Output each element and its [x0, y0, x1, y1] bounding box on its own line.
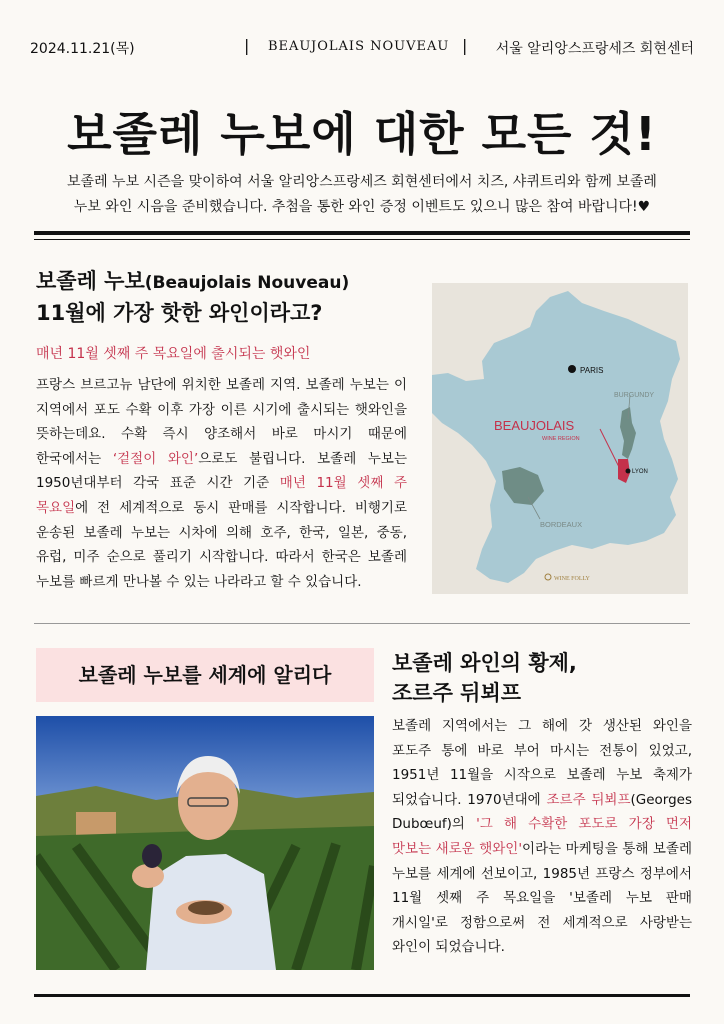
section2-banner: 보졸레 누보를 세계에 알리다 [36, 648, 374, 702]
paris-label: PARIS [580, 366, 604, 375]
map-credit: WINE FOLLY [554, 576, 590, 582]
separator: | [244, 36, 250, 55]
body-highlight: 조르주 뒤뵈프 [546, 791, 631, 808]
divider [34, 623, 690, 624]
portrait-photo [36, 716, 374, 970]
divider [34, 239, 690, 240]
intro-line: 누보 와인 시음을 준비했습니다. 추첨을 통한 와인 증정 이벤트도 있으니 많은 참여 바랍니다!♥ [73, 199, 651, 215]
map-graphic [432, 283, 688, 594]
section2-title [392, 648, 692, 708]
bordeaux-label: BORDEAUX [540, 520, 583, 529]
body-text: (Georges Dubœuf)의 [392, 791, 692, 833]
section1-body [36, 373, 407, 594]
body-text: 프랑스 브르고뉴 남단에 위치한 보졸레 지역. 보졸레 누보는 이 지역에서 포도 수확 이후 가장 이른 시기에 출시되는 햇와인을 뜻하는데요. 수확 즉시 양조해서 바로 마시기 때문에 한국에서는 [36, 377, 407, 467]
beaujolais-label: BEAUJOLAIS [494, 418, 575, 433]
divider [34, 231, 690, 235]
grapes [142, 844, 162, 868]
issue-date: 2024.11.21(목) [30, 41, 135, 57]
top-bar [0, 0, 724, 70]
section2-title-line2: 조르주 뒤뵈프 [392, 681, 522, 705]
organization: 서울 알리앙스프랑세즈 회현센터 [495, 41, 694, 57]
body-highlight: 매년 11월 셋째 주 목요일 [36, 475, 407, 516]
lyon-label: LYON [632, 469, 648, 475]
body-text: 으로도 불립니다. 보졸레 누보는 1950년대부터 각국 표준 시간 기준 [36, 450, 407, 492]
france-wine-map [432, 283, 688, 594]
body-text: 보졸레 지역에서는 그 해에 갓 생산된 와인을 포도주 통에 바로 부어 마시는 전통이 있었고, 1951년 11월을 시작으로 보졸레 누보 축제가 되었습니다. 1970년대에 [392, 718, 692, 808]
section1-subtitle: 매년 11월 셋째 주 목요일에 출시되는 햇와인 [36, 346, 311, 362]
separator: | [462, 36, 468, 55]
section2-title-line1: 보졸레 와인의 황제, [392, 651, 577, 675]
burgundy-label: BURGUNDY [614, 392, 655, 399]
wine-region-label: WINE REGION [542, 436, 580, 442]
section2-body [392, 714, 692, 960]
body-highlight: '그 해 수확한 포도로 가장 먼저 맛보는 새로운 햇와인' [392, 816, 692, 857]
credit-icon [545, 574, 551, 580]
section1-title-en: (Beaujolais Nouveau) [144, 273, 350, 293]
section1-title-ko: 보졸레 누보 [36, 269, 145, 293]
intro-line: 보졸레 누보 시즌을 맞이하여 서울 알리앙스프랑세즈 회현센터에서 치즈, 샤퀴트리와 함께 보졸레 [67, 174, 657, 190]
paris-marker [568, 365, 576, 373]
section1-title [36, 266, 416, 328]
lyon-marker [626, 469, 631, 474]
left-hand [132, 864, 164, 888]
body-text: 이라는 마케팅을 통해 보졸레 누보를 세계에 선보이고, 1985년 프랑스 정부에서 11월 셋째 주 목요일을 '보졸레 누보 판매 개시일'로 정함으로써 전 세계적으로 사랑받는 와인이 되었습니다. [392, 840, 692, 956]
section1-title-line2: 11월에 가장 핫한 와인이라고? [36, 301, 323, 325]
brand-title: BEAUJOLAIS NOUVEAU [268, 39, 450, 54]
body-text: 에 전 세계적으로 동시 판매를 시작합니다. 비행기로 운송된 보졸레 누보는 시차에 의해 호주, 한국, 일본, 중동, 유럽, 미주 순으로 풀리기 시작합니다. 따라서 한국은 보졸레 누보를 빠르게 만나볼 수 있는 나라라고 할 수 있습니다. [36, 499, 407, 590]
divider [34, 994, 690, 997]
soil [188, 901, 224, 915]
intro-text [40, 170, 684, 220]
photo-illustration [36, 716, 374, 970]
body-highlight: ‘겉절이 와인’ [112, 450, 199, 467]
page-title: 보졸레 누보에 대한 모든 것! [67, 107, 657, 161]
